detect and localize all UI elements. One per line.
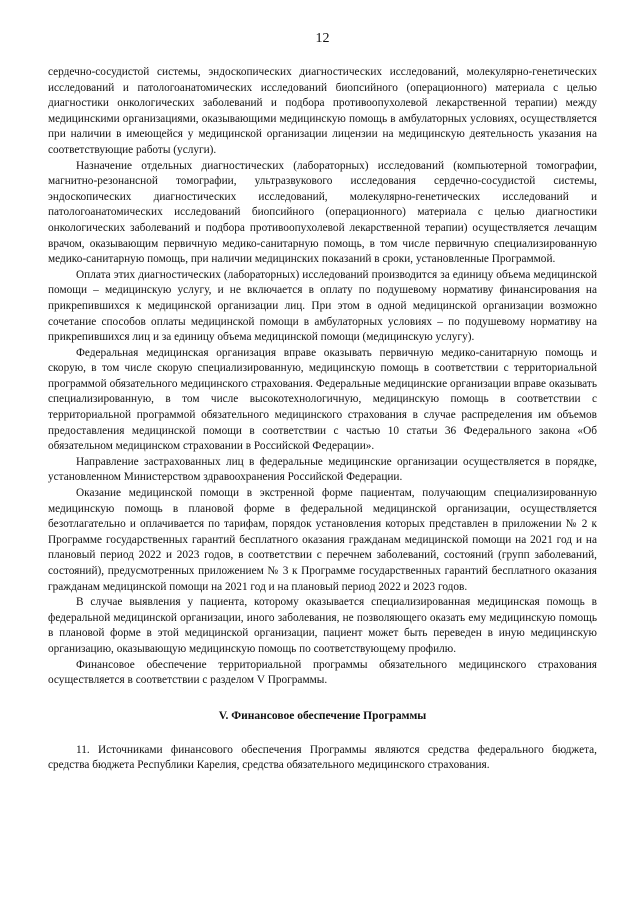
- paragraph: Оказание медицинской помощи в экстренной форме пациентам, получающим специализированную медицинскую помощь в плановой форме в федеральной медицинской организации, осуществляется безотлагательно и оплачивается по тарифам, порядок установления которых представлен в приложении № 2 к Программе государственных гарантий бесплатного оказания гражданам медицинской помощи на 2021 год и на плановый период 2022 и 2023 годов, в соответствии с перечнем заболеваний, состояний (групп заболеваний, состояний), предусмотренных приложением № 3 к Программе государственных гарантий бесплатного оказания гражданам медицинской помощи на 2021 год и на плановый период 2022 и 2023 годов.: [48, 487, 597, 593]
- section-heading: V. Финансовое обеспечение Программы: [218, 709, 427, 722]
- document-body: [48, 65, 597, 689]
- document-page: [48, 30, 597, 890]
- paragraph: Финансовое обеспечение территориальной программы обязательного медицинского страхования осуществляется в соответствии с разделом V Программы.: [48, 658, 597, 687]
- paragraph: Направление застрахованных лиц в федеральные медицинские организации осуществляется в порядке, установленном Министерством здравоохранения Российской Федерации.: [48, 455, 597, 484]
- paragraph: Оплата этих диагностических (лабораторных) исследований производится за единицу объема медицинской помощи – медицинскую услугу, и не включается в оплату по подушевому нормативу финансирования на прикрепившихся к медицинской организации лиц. При этом в одной медицинской организации возможно сочетание способов оплаты медицинской помощи в амбулаторных условиях – по подушевому нормативу на прикрепившихся лиц и за единицу объема медицинской помощи (медицинскую услугу).: [48, 268, 597, 344]
- paragraph: Федеральная медицинская организация вправе оказывать первичную медико-санитарную помощь и скорую, в том числе скорую специализированную, медицинскую помощь в соответствии с территориальной программой обязательного медицинского страхования. Федеральные медицинские организации вправе оказывать специализированную, в том числе высокотехнологичную, медицинскую помощь в соответствии с территориальной программой обязательного медицинского страхования в случае распределения им объемов предоставления медицинской помощи в соответствии с частью 10 статьи 36 Федерального закона «Об обязательном медицинском страховании в Российской Федерации».: [48, 346, 597, 453]
- section-body: [48, 743, 597, 774]
- paragraph: 11. Источниками финансового обеспечения Программы являются средства федерального бюджета, средства бюджета Республики Карелия, средства обязательного медицинского страхования.: [48, 743, 597, 772]
- paragraph-continuation: сердечно-сосудистой системы, эндоскопических диагностических исследований, молекулярно-генетических исследований и патологоанатомических исследований биопсийного (операционного) материала с целью диагностики онкологических заболеваний и подбора противоопухолевой лекарственной терапии) между медицинскими организациями, оказывающими медицинскую помощь в амбулаторных условиях, осуществляется при наличии в имеющейся у медицинской организации лицензии на медицинскую деятельность указания на соответствующие работы (услуги).: [48, 66, 597, 156]
- paragraph: Назначение отдельных диагностических (лабораторных) исследований (компьютерной томографии, магнитно-резонансной томографии, ультразвукового исследования сердечно-сосудистой системы, эндоскопических диагностических исследований, молекулярно-генетических исследований и патологоанатомических исследований биопсийного (операционного) материала с целью диагностики онкологических заболеваний и подбора противоопухолевой лекарственной терапии) осуществляется лечащим врачом, оказывающим первичную медико-санитарную помощь, в том числе первичную специализированную медико-санитарную помощь, при наличии медицинских показаний в сроки, установленные Программой.: [48, 159, 597, 266]
- page-number: 12: [315, 31, 330, 46]
- paragraph: В случае выявления у пациента, которому оказывается специализированная медицинская помощь в федеральной медицинской организации, иного заболевания, не позволяющего оказать ему медицинскую помощь в плановой форме в этой медицинской организации, пациент может быть переведен в иную медицинскую организацию, оказывающую медицинскую помощь по соответствующему профилю.: [48, 596, 597, 655]
